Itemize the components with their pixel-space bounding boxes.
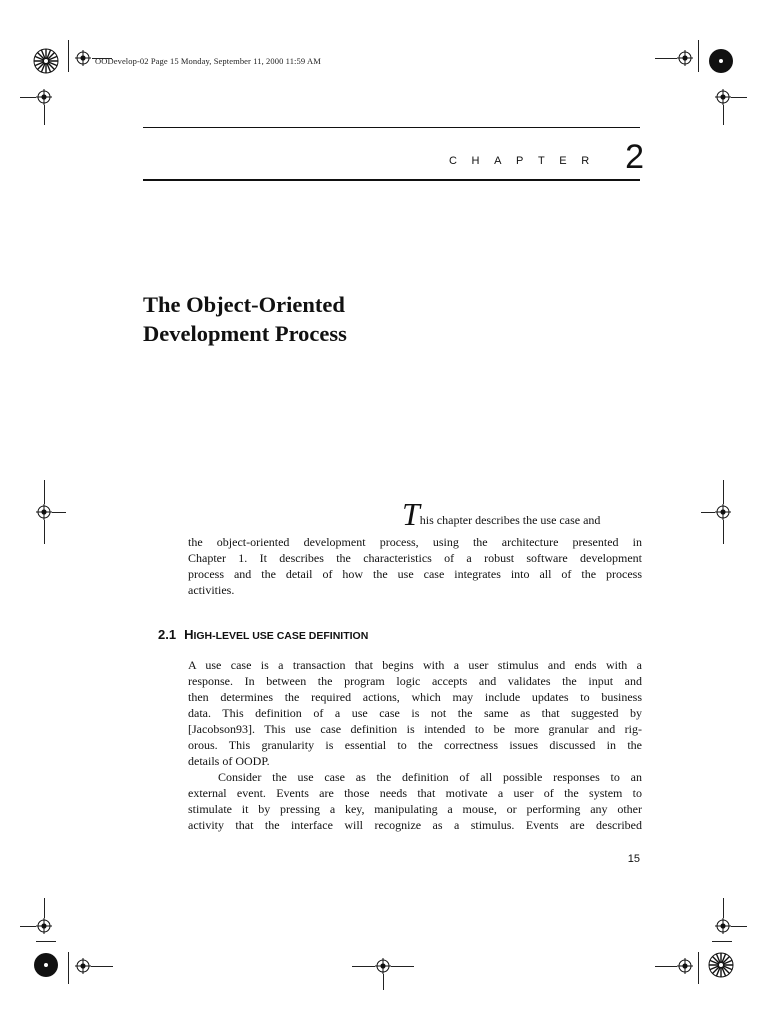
registration-starburst-icon [708,952,734,978]
crosshair-mark-icon [36,504,52,520]
crop-line [20,97,36,98]
crosshair-mark-icon [36,918,52,934]
body-line: A use case is a transaction that begins with a user stimulus and ends with a [188,658,642,672]
section-heading [158,627,368,642]
body-line: orous. This granularity is essential to the correctness issues discussed in the [188,738,642,752]
crop-line [701,512,715,513]
intro-line: Chapter 1. It describes the characteristics of a robust software development [188,551,642,565]
crop-line [68,952,69,984]
crop-line [723,898,724,918]
registration-dot-icon [33,952,59,978]
crop-line [655,58,677,59]
registration-dot-icon [708,48,734,74]
crop-line [44,105,45,125]
crop-line [383,974,384,990]
crop-line [723,105,724,125]
crop-line [52,512,66,513]
crop-line [391,966,414,967]
crosshair-mark-icon [75,50,91,66]
crosshair-mark-icon [715,504,731,520]
body-line: [Jacobson93]. This use case definition is intended to be more granular and rig- [188,722,642,736]
chapter-title [143,290,563,348]
intro-line: the object-oriented development process, using the architecture presented in [188,535,642,549]
crop-line [36,941,56,942]
crosshair-mark-icon [715,918,731,934]
crop-line [352,966,375,967]
body-line: response. In between the program logic accepts and validates the input and [188,674,642,688]
crop-line [44,898,45,918]
registration-starburst-icon [33,48,59,74]
section-title-initial: H [184,627,194,642]
section-title-rest: IGH-LEVEL USE CASE DEFINITION [193,630,369,642]
intro-first-line: his chapter describes the use case and [419,513,601,527]
intro-line: process and the detail of how the use case integrates into all of the process [188,567,642,581]
crop-line [731,926,747,927]
crosshair-mark-icon [36,89,52,105]
print-slug: OODevelop-02 Page 15 Monday, September 11, 2000 11:59 AM [95,56,321,66]
crosshair-mark-icon [375,958,391,974]
chapter-label: CHAPTER [449,155,604,167]
body-line: then determines the required actions, which may include updates to business [188,690,642,704]
crop-line [723,520,724,544]
body-line: activity that the interface will recognize as a stimulus. Events are described [188,818,642,832]
chapter-bottom-rule [143,179,640,181]
body-line: stimulate it by pressing a key, manipulating a mouse, or performing any other [188,802,642,816]
crop-line [44,480,45,504]
crop-line [20,926,36,927]
body-line: external event. Events are those needs that motivate a user of the system to [188,786,642,800]
crop-line [712,941,732,942]
crop-line [44,520,45,544]
chapter-number: 2 [625,138,644,176]
crop-line [655,966,677,967]
crosshair-mark-icon [677,50,693,66]
chapter-title-line: The Object-Oriented [143,292,345,317]
crop-line [68,40,69,72]
intro-line: activities. [188,583,235,597]
drop-cap: T [402,496,420,532]
crosshair-mark-icon [75,958,91,974]
chapter-title-line: Development Process [143,321,347,346]
crosshair-mark-icon [677,958,693,974]
paragraph [188,657,642,769]
crosshair-mark-icon [715,89,731,105]
crop-line [698,40,699,72]
body-line: Consider the use case as the definition of all possible responses to an [218,770,642,784]
crop-line [731,97,747,98]
crop-line [698,952,699,984]
section-number: 2.1 [158,627,177,642]
crop-line [723,480,724,504]
paragraph [188,769,642,833]
page-number: 15 [627,853,640,865]
body-line: data. This definition of a use case is not the same as that suggested by [188,706,642,720]
crop-line [91,966,113,967]
body-text [188,657,642,833]
body-line: details of OODP. [188,754,270,768]
chapter-top-rule [143,127,640,128]
